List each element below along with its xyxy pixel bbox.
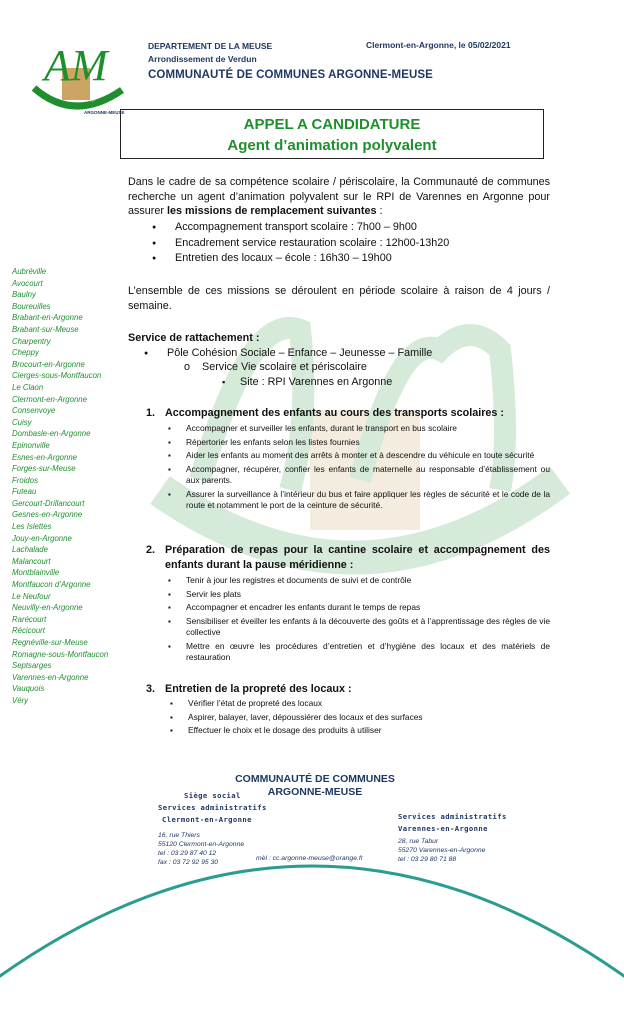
department: DEPARTEMENT DE LA MEUSE [148,41,273,51]
list-item: ▪ Accompagner, récupérer, confier les enfants de maternelle au responsable d’établissement ou aux parents. [166,464,550,486]
attachment-level-3 [222,376,392,388]
section-3-list [168,698,548,739]
footer-right-addr1: 28, rue Tabur [398,838,439,845]
attachment-heading: Service de rattachement : [128,332,260,344]
section-3-heading: Entretien de la propreté des locaux : [165,683,352,695]
section-1-heading: Accompagnement des enfants au cours des transports scolaires : [165,407,505,419]
header-left [148,40,272,66]
village-item: Jouy-en-Argonne [12,533,72,543]
village-item: Avocourt [12,278,43,288]
village-item: Brocourt-en-Argonne [12,359,85,369]
list-item: ▪ Aspirer, balayer, laver, dépoussiérer des locaux et des surfaces [168,712,548,723]
footer-org-line2: ARGONNE-MEUSE [267,786,363,798]
section-2-number: 2. [146,544,156,556]
logo-letters: AM [44,41,108,90]
schedule-text: L’ensemble de ces missions se déroulent en période scolaire à raison de 4 jours / semaine. [128,285,550,312]
attachment-site: Site : RPI Varennes en Argonne [240,376,393,388]
village-item: Epinonville [12,440,50,450]
village-item: Le Claon [12,382,44,392]
footer-right-h2: Varennes-en-Argonne [398,824,488,833]
logo [14,28,134,123]
intro-text-2: : [376,205,383,217]
attachment-level-2 [184,361,367,373]
village-item: Le Neufour [12,591,51,601]
intro-text-1: Dans le cadre de sa compétence scolaire / périscolaire, la Communauté de communes recherche un agent d’animation polyvalent sur le RPI de Varennes en Argonne pour assurer [128,176,550,217]
title-line-1: APPEL A CANDIDATURE [243,116,421,133]
footer-left-h1: Siège social [184,791,241,800]
village-item: Futeau [12,487,37,497]
org-title: COMMUNAUTÉ DE COMMUNES ARGONNE-MEUSE [148,69,433,81]
attachment-service: Service Vie scolaire et périscolaire [202,361,367,373]
attachment-pole: ● Pôle Cohésion Sociale – Enfance – Jeunesse – Famille [144,346,432,362]
list-item: ▪ Sensibiliser et éveiller les enfants à la découverte des goûts et à l’apprentissage des règles de vie collective [166,616,550,638]
village-item: Gercourt-Drillancourt [12,498,85,508]
mission-item: ● Encadrement service restauration scolaire : 12h00-13h20 [152,236,449,252]
footer-left-tel: tel : 03 29 87 40 12 [158,850,217,857]
section-3-number: 3. [146,683,156,695]
section-1-list [166,423,550,513]
village-item: Charpentry [12,336,51,346]
list-item: ▪ Assurer la surveillance à l’intérieur du bus et faire appliquer les règles de sécurité et le code de la route et notamment le port de la ceinture de sécurité. [166,489,550,511]
village-item: Cierges-sous-Montfaucon [12,371,102,381]
footer-org-line1: COMMUNAUTÉ DE COMMUNES [235,773,395,785]
place-date: Clermont-en-Argonne, le 05/02/2021 [366,40,511,50]
village-item: Consenvoye [12,406,56,416]
village-item: Boureuilles [12,301,51,311]
footer-arc [0,766,624,1026]
mission-item: ● Accompagnement transport scolaire : 7h00 – 9h00 [152,220,449,236]
village-item: Cheppy [12,348,39,358]
village-item: Esnes-en-Argonne [12,452,78,462]
list-item: ▪ Répertorier les enfants selon les listes fournies [166,437,550,448]
arrondissement: Arrondissement de Verdun [148,54,257,64]
title-line-2: Agent d’animation polyvalent [227,137,437,154]
village-item: Brabant-en-Argonne [12,313,83,323]
list-item: ▪ Effectuer le choix et le dosage des produits à utiliser [168,725,548,736]
village-item: Vauquois [12,684,45,694]
intro-bold: les missions de remplacement suivantes [167,205,377,217]
village-item: Neuvilly-en-Argonne [12,603,83,613]
village-item: Aubréville [12,267,47,276]
footer-left [158,791,267,867]
attachment-level-3-marker: ▪ [222,377,226,387]
village-item: Froidos [12,475,38,485]
logo-ring-bottom: ARGONNE-MEUSE [84,110,125,115]
village-item: Les Islettes [12,522,52,532]
section-2-heading: Préparation de repas pour la cantine scolaire et accompagnement des enfants durant la pause méridienne : [165,544,550,571]
village-item: Gesnes-en-Argonne [12,510,83,520]
logo-ring-top: COMMUNAUTÉ DE COMMUNES [90,73,134,103]
missions-list [152,220,449,267]
list-item: ▪ Accompagner et encadrer les enfants durant le temps de repas [166,602,550,613]
list-item: ▪ Mettre en œuvre les procédures d’entretien et d’hygiène des locaux et des matériels de restauration [166,641,550,663]
list-item: ▪ Aider les enfants au moment des arrêts à monter et à descendre du véhicule en toute sécurité [166,450,550,461]
village-item: Montblainville [12,568,60,578]
footer-left-fax: fax : 03 72 92 95 30 [158,859,219,866]
title-box [120,109,544,159]
list-item: ▪ Vérifier l’état de propreté des locaux [168,698,548,709]
footer-left-h3: Clermont-en-Argonne [162,815,252,824]
village-item: Récicourt [12,626,45,636]
village-item: Varennes-en-Argonne [12,672,89,682]
list-item: ▪ Tenir à jour les registres et documents de suivi et de contrôle [166,575,550,586]
intro-paragraph [128,175,550,219]
footer-right-addr2: 55270 Varennes-en-Argonne [398,847,486,854]
village-item: Montfaucon d’Argonne [12,580,91,590]
village-item: Brabant-sur-Meuse [12,324,79,334]
section-1-number: 1. [146,407,156,419]
village-item: Regnéville-sur-Meuse [12,638,88,647]
footer-right [398,812,507,864]
footer-left-h2: Services administratifs [158,803,267,812]
village-item: Dombasle-en-Argonne [12,429,91,439]
footer-left-addr2: 55120 Clermont-en-Argonne [158,841,245,848]
village-item: Lachalade [12,545,48,555]
village-item: Forges-sur-Meuse [12,464,76,474]
village-item: Cuisy [12,417,32,427]
village-item: Baulny [12,290,36,300]
village-item: Véry [12,695,29,705]
village-item: Romagne-sous-Montfaucon [12,649,109,659]
list-item: ▪ Servir les plats [166,589,550,600]
village-item: Clermont-en-Argonne [12,394,87,404]
attachment-level-2-marker: o [184,361,191,373]
village-item: Rarécourt [12,614,47,624]
mission-item: ● Entretien des locaux – école : 16h30 – 19h00 [152,251,449,267]
section-2-list [166,575,550,665]
village-item: Malancourt [12,556,51,566]
footer-right-h1: Services administratifs [398,812,507,821]
attachment-level-1 [144,346,432,362]
footer-right-tel: tel : 03 29 80 71 88 [398,856,457,863]
footer-mail: mèl : cc.argonne-meuse@orange.fr [256,855,364,862]
villages-list [12,266,108,707]
village-item: Septsarges [12,661,52,671]
footer-left-addr1: 16, rue Thiers [158,832,200,839]
list-item: ▪ Accompagner et surveiller les enfants, durant le transport en bus scolaire [166,423,550,434]
